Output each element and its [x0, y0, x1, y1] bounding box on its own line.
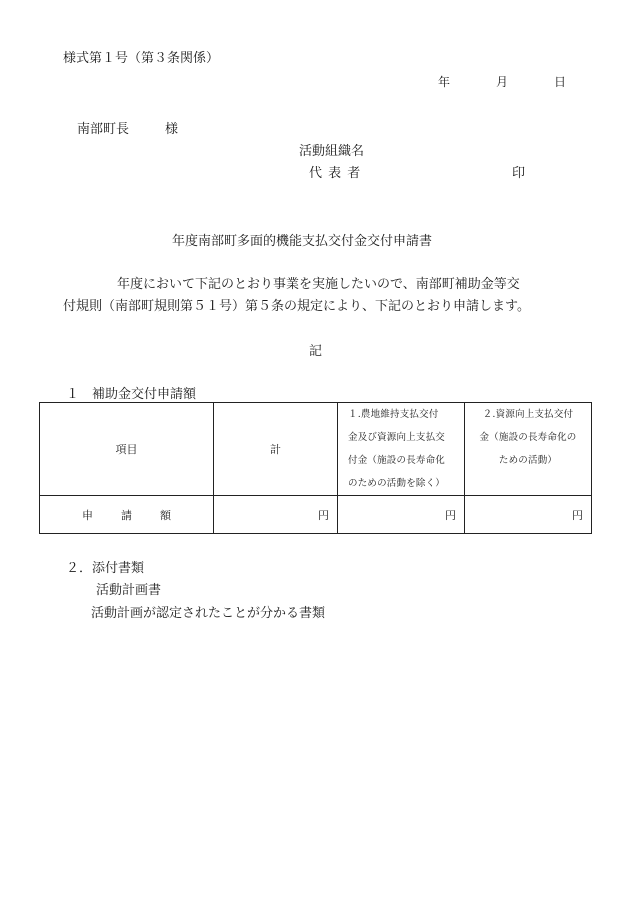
- row-label-char: 請: [121, 508, 132, 522]
- col-total-header: 計: [214, 403, 338, 496]
- addressee-honorific: 様: [165, 122, 179, 137]
- col-a-line: 付金（施設の長寿命化: [348, 455, 446, 466]
- total-amount-cell[interactable]: [214, 496, 338, 534]
- document-title: 年度南部町多面的機能支払交付金交付申請書: [172, 234, 433, 249]
- section2-heading: ２．添付書類: [66, 561, 145, 576]
- org-name-label: 活動組織名: [299, 144, 365, 159]
- yen-unit: 円: [445, 508, 456, 522]
- col-b-line: ための活動）: [498, 455, 558, 466]
- col-a-line: １.農地維持支払交付: [348, 409, 439, 420]
- ki-marker: 記: [309, 344, 323, 359]
- col-a-header: [338, 403, 465, 496]
- date-year: 年: [438, 75, 451, 89]
- representative-label: 代 表 者: [309, 166, 362, 181]
- date-day: 日: [554, 75, 567, 89]
- row-label-char: 額: [160, 508, 171, 522]
- attachment-item: 活動計画書: [96, 583, 162, 598]
- attachment-item: 活動計画が認定されたことが分かる書類: [91, 606, 326, 621]
- col-b-line: 金（施設の長寿命化の: [479, 432, 577, 443]
- table-header-row: [40, 403, 592, 496]
- row-label-application-amount: [40, 496, 214, 534]
- yen-unit: 円: [572, 508, 583, 522]
- table-row: [40, 496, 592, 534]
- addressee-name: 南部町長: [77, 122, 130, 137]
- row-label-char: 申: [82, 508, 93, 522]
- col-item-header: 項目: [40, 403, 214, 496]
- col-a-line: 金及び資源向上支払交: [348, 432, 446, 443]
- col-a-line: のための活動を除く）: [348, 478, 446, 489]
- col-b-amount-cell[interactable]: [465, 496, 592, 534]
- application-amount-table: [39, 402, 592, 534]
- body-line-1: 年度において下記のとおり事業を実施したいので、南部町補助金等交: [117, 277, 520, 292]
- body-line-2: 付規則（南部町規則第５１号）第５条の規定により、下記のとおり申請します。: [63, 299, 530, 314]
- col-b-header: [465, 403, 592, 496]
- yen-unit: 円: [318, 508, 329, 522]
- form-label: 様式第１号（第３条関係）: [63, 51, 220, 66]
- date-month: 月: [496, 75, 509, 89]
- col-b-line: ２.資源向上支払交付: [482, 409, 574, 420]
- seal-mark: 印: [512, 166, 526, 181]
- col-a-amount-cell[interactable]: [338, 496, 465, 534]
- section1-heading: １ 補助金交付申請額: [66, 387, 197, 402]
